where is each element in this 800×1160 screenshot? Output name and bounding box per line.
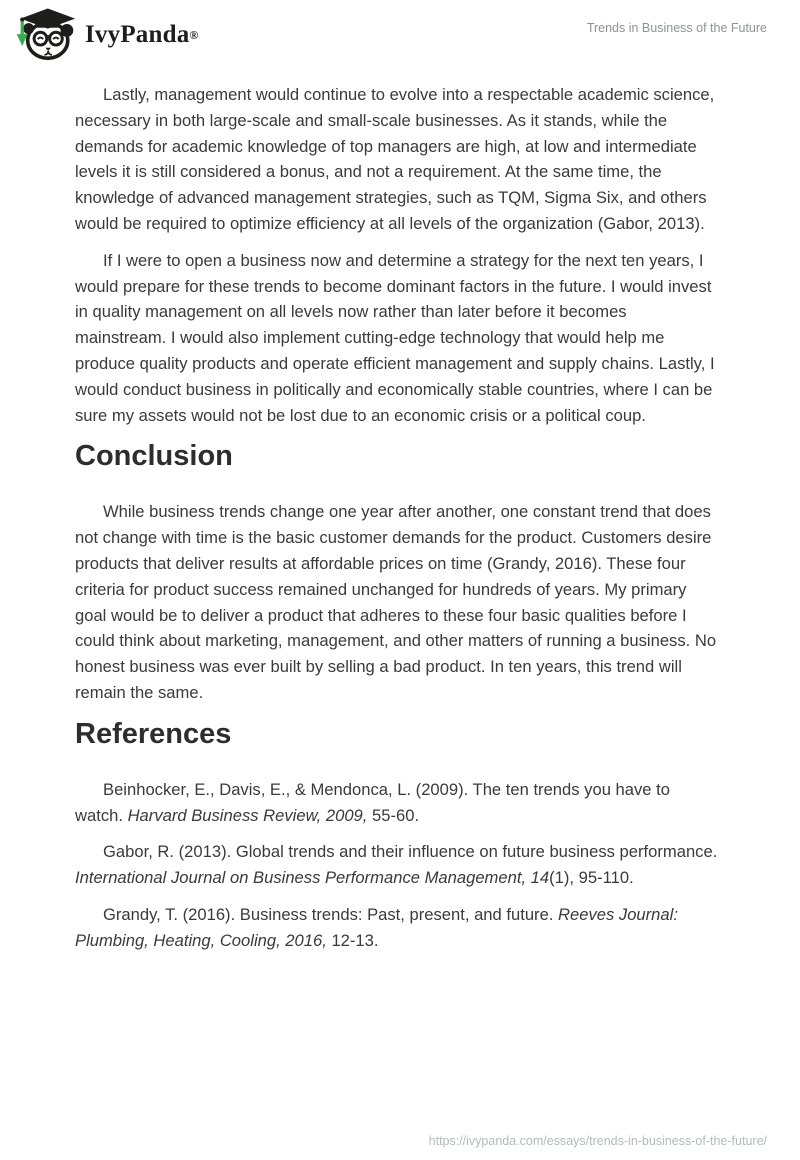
page-header <box>0 0 800 70</box>
reference-text: Grandy, T. (2016). Business trends: Past, present, and future. <box>103 904 559 924</box>
reference-item-beinhocker <box>75 777 720 829</box>
page-footer <box>429 1134 767 1148</box>
ivypanda-logo <box>14 7 198 63</box>
paragraph-business-strategy: If I were to open a business now and determine a strategy for the next ten years, I would prepare for these trends to become dominant factors in the future. I would invest in quality management on all levels now rather than later before it becomes mainstream. I would also implement cutting-edge technology that would help me produce quality products and operate efficient management and supply chains. Lastly, I would conduct business in politically and economically stable countries, where I can be sure my assets would not be lost due to an economic crisis or a political coup. <box>75 250 715 425</box>
reference-journal-italic: Harvard Business Review, 2009, <box>127 805 372 825</box>
running-head-title: Trends in Business of the Future <box>586 21 767 35</box>
references-heading: References <box>75 717 232 750</box>
reference-pages: (1), 95-110. <box>549 868 634 888</box>
registered-trademark: ® <box>189 28 199 42</box>
panda-graduate-icon <box>14 7 76 63</box>
reference-journal-italic: Reeves Journal: Plumbing, Heating, Cooling, 2016, <box>75 904 678 950</box>
essay-content <box>0 70 800 954</box>
reference-text: Beinhocker, E., Davis, E., & Mendonca, L. (2009). The ten trends you have to watch. <box>75 779 670 825</box>
reference-item-grandy <box>75 902 720 954</box>
reference-item-gabor <box>75 839 720 891</box>
conclusion-heading: Conclusion <box>75 440 233 473</box>
reference-journal-italic: International Journal on Business Performance Management, 14 <box>75 868 550 888</box>
reference-pages: 12-13. <box>331 930 379 950</box>
reference-pages: 55-60. <box>372 805 420 825</box>
logo-wordmark: IvyPanda <box>85 21 190 48</box>
paragraph-management-evolution: Lastly, management would continue to evolve into a respectable academic science, necessary in both large-scale and small-scale businesses. As it stands, while the demands for academic knowledge of top managers are high, at low and intermediate levels it is still considered a bonus, and not a requirement. At the same time, the knowledge of advanced management strategies, such as TQM, Sigma Six, and others would be required to optimize efficiency at all levels of the organization (Gabor, 2013). <box>75 85 715 233</box>
source-url: https://ivypanda.com/essays/trends-in-business-of-the-future/ <box>428 1134 767 1148</box>
conclusion-paragraph: While business trends change one year after another, one constant trend that does not change with time is the basic customer demands for the product. Customers desire products that deliver results at affordable prices on time (Grandy, 2016). These four criteria for product success remained unchanged for hundreds of years. My primary goal would be to deliver a product that adheres to these four basic qualities before I could think about marketing, management, and other matters of running a business. No honest business was ever built by selling a bad product. In ten years, this trend will remain the same. <box>75 502 717 702</box>
reference-text: Gabor, R. (2013). Global trends and their influence on future business performance. <box>103 842 718 862</box>
